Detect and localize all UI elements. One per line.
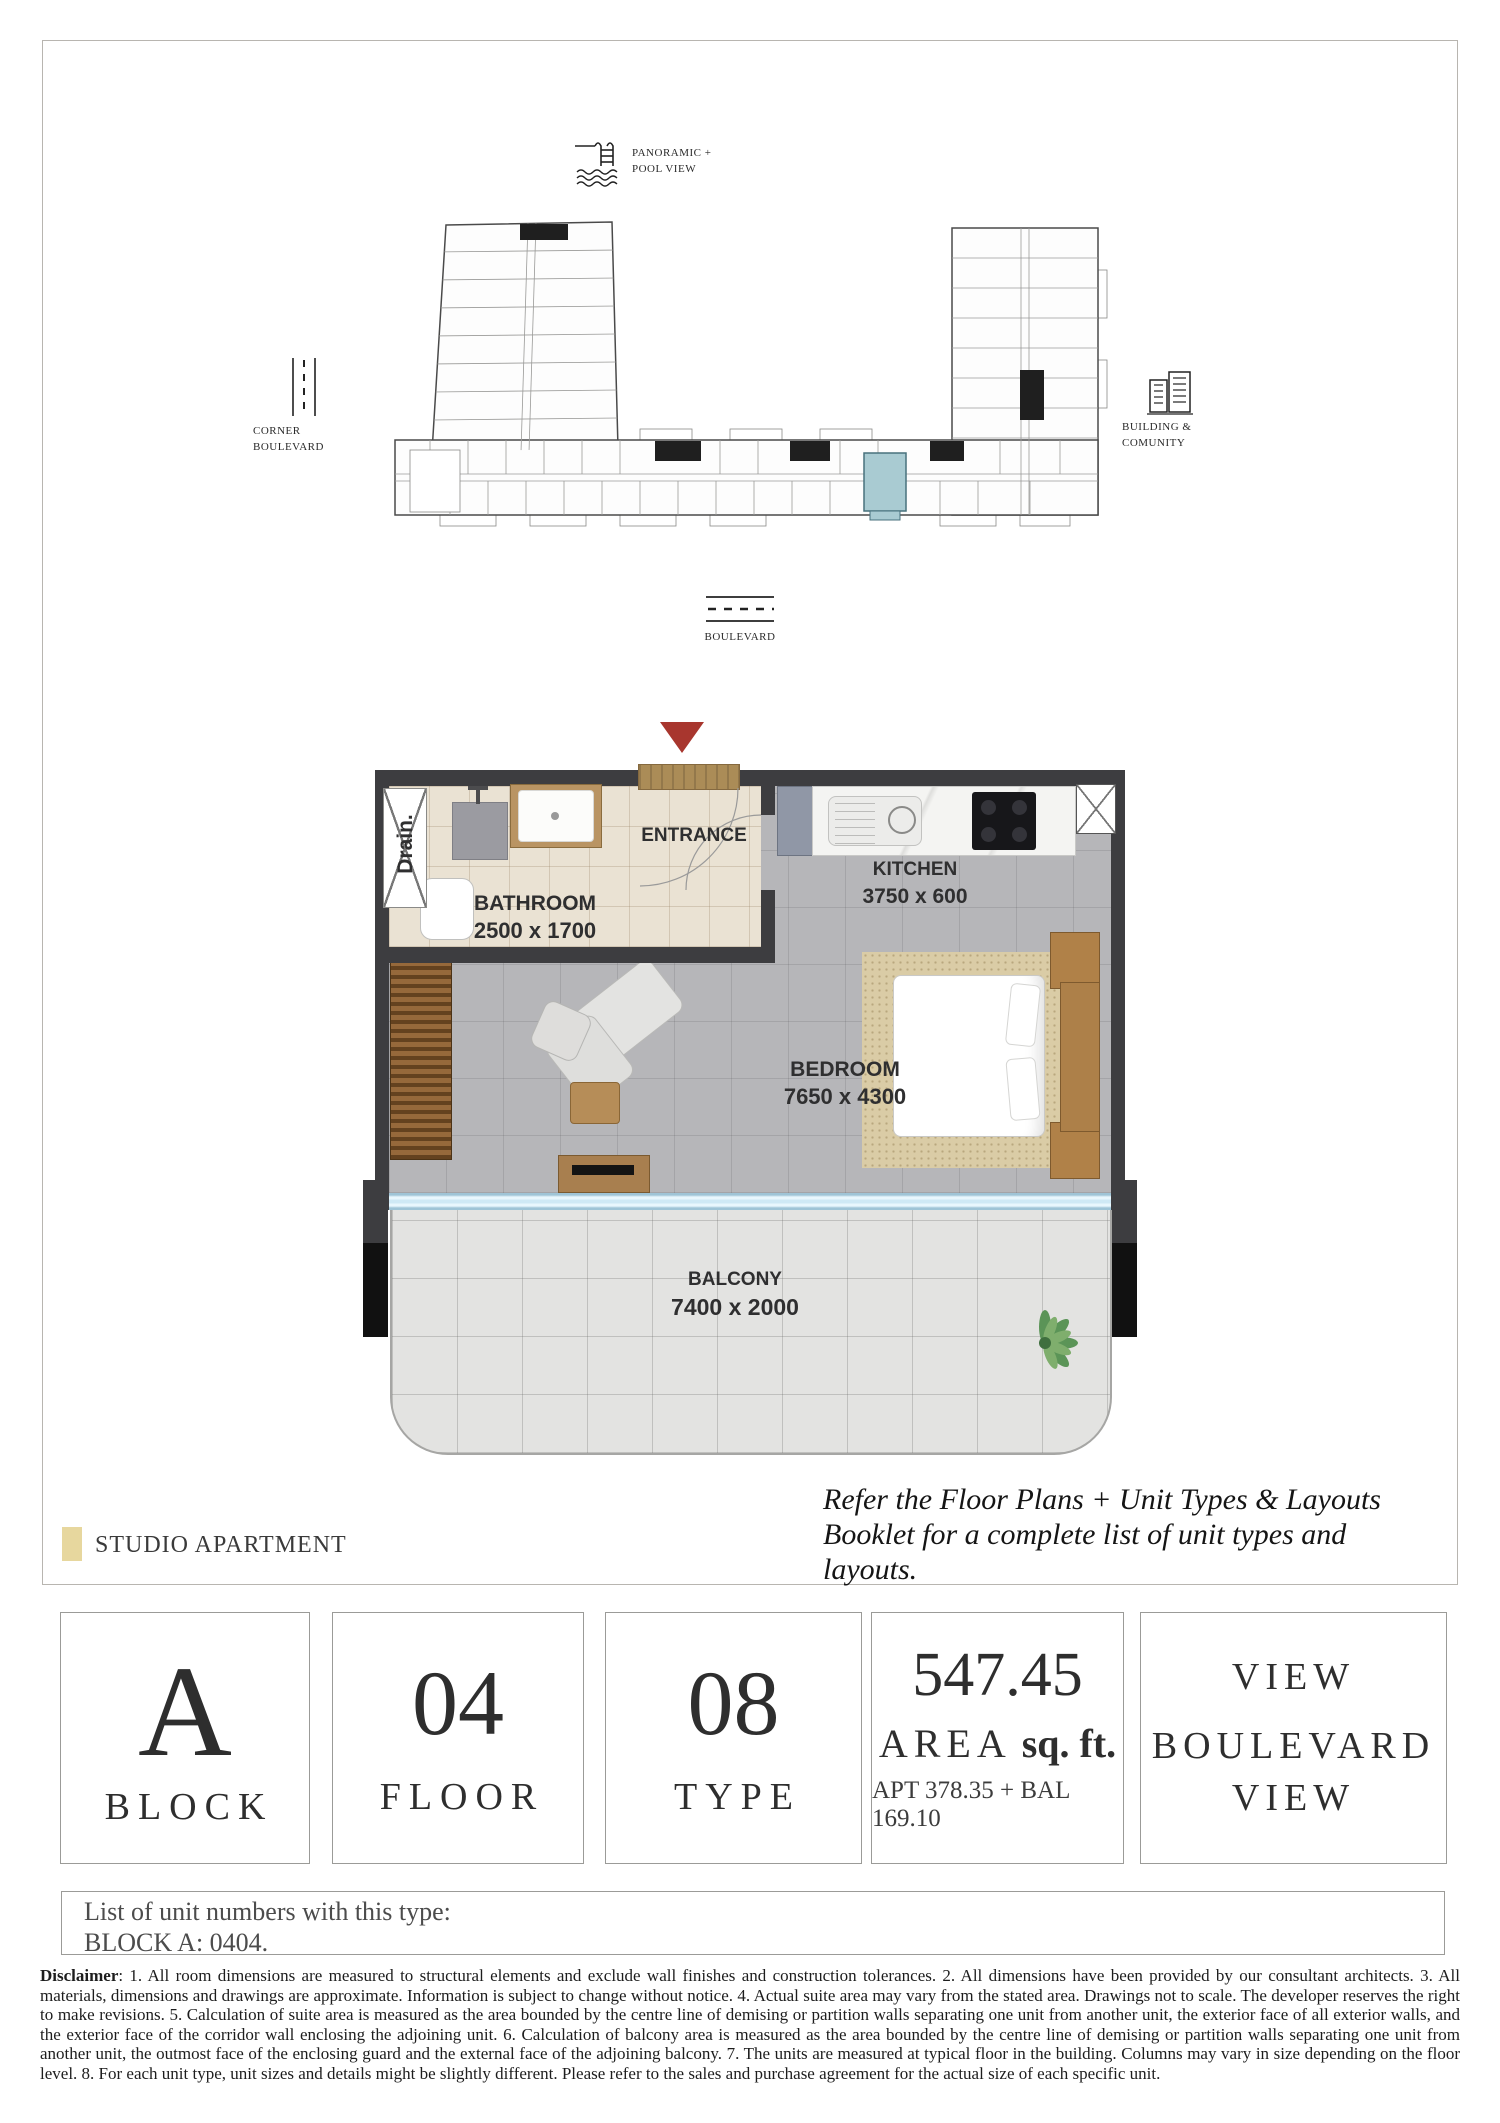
area-value: 547.45 [912, 1640, 1083, 1709]
boulevard-label: BOULEVARD [704, 631, 776, 643]
unit-list-title: List of unit numbers with this type: [84, 1897, 451, 1926]
disclaimer [40, 1966, 1460, 2083]
building-community-label: BUILDING & COMUNITY [1122, 421, 1192, 449]
view-line: VIEW [1231, 1776, 1356, 1819]
floor-label: FLOOR [379, 1776, 545, 1818]
unit-marker-triangle [660, 722, 704, 753]
unit-floor-plan [360, 770, 1140, 1460]
lobby-gap [410, 450, 460, 512]
balcony-label: BALCONY 7400 x 2000 [671, 1269, 799, 1320]
floor-box [332, 1612, 584, 1864]
view-box [1140, 1612, 1447, 1864]
area-box [871, 1612, 1124, 1864]
unit-list-box [61, 1891, 1445, 1955]
pool-icon [573, 136, 623, 188]
kitchen-label: KITCHEN 3750 x 600 [862, 859, 968, 908]
central-bar [395, 440, 1098, 515]
area-label: AREA sq. ft. [878, 1720, 1117, 1766]
disclaimer-label: Disclaimer [40, 1966, 119, 1985]
block-value: A [138, 1640, 232, 1784]
type-value: 08 [687, 1652, 780, 1754]
type-label: TYPE [674, 1776, 801, 1818]
block-label: BLOCK [104, 1786, 274, 1828]
corner-boulevard-icon [290, 358, 318, 416]
type-box [605, 1612, 862, 1864]
bedroom-label: BEDROOM 7650 x 4300 [783, 1058, 907, 1110]
entrance-label: ENTRANCE [641, 825, 747, 846]
floor-value: 04 [412, 1652, 504, 1754]
booklet-note: Refer the Floor Plans + Unit Types & Layouts Booklet for a complete list of unit types and layouts. [823, 1483, 1381, 1586]
drain-label: Drain. [394, 814, 417, 874]
building-community-icon [1147, 370, 1193, 416]
left-wing [432, 222, 618, 452]
area-breakdown: APT 378.35 + BAL 169.10 [872, 1776, 1070, 1832]
building-overview-plan [380, 210, 1110, 540]
highlighted-unit [864, 453, 906, 520]
block-box [60, 1612, 310, 1864]
legend-swatch [62, 1527, 82, 1561]
unit-list-value: BLOCK A: 0404. [84, 1928, 269, 1957]
boulevard-icon [706, 594, 774, 624]
view-line: VIEW [1231, 1656, 1356, 1699]
corner-boulevard-label: CORNER BOULEVARD [253, 425, 324, 453]
bathroom-label: BATHROOM 2500 x 1700 [473, 892, 597, 944]
view-line: BOULEVARD [1151, 1725, 1436, 1768]
disclaimer-text: : 1. All room dimensions are measured to structural elements and exclude wall finishes and construction tolerances. 2. All dimensions have been provided by our consultant architects. 3. All materials, dimensions and drawings are approximate. Information is subject to change without notice. 4. Actual suite area may vary from the stated area. Drawings not to scale. The developer reserves the right to make revisions. 5. Calculation of suite area is measured as the area bounded by the centre line of demising or partition walls separating one unit from another unit, the exterior face of all exterior walls, and the exterior face of the corridor wall enclosing the adjoining unit. 6. Calculation of balcony area is measured as the area bounded by the centre line of demising or partition walls separating one unit from another unit, the outmost face of the enclosing guard and the external face of the adjoining balcony. 7. The units are measured at typical floor in the building. Columns may vary in size depending on the floor level. 8. For each unit type, unit sizes and details might be slightly different. Please refer to the sales and purchase agreement for the actual size of each specific unit. [40, 1966, 1460, 2083]
legend-label: STUDIO APARTMENT [95, 1532, 347, 1558]
pool-view-label: PANORAMIC + POOL VIEW [632, 147, 712, 175]
door-arcs [360, 770, 1140, 1460]
